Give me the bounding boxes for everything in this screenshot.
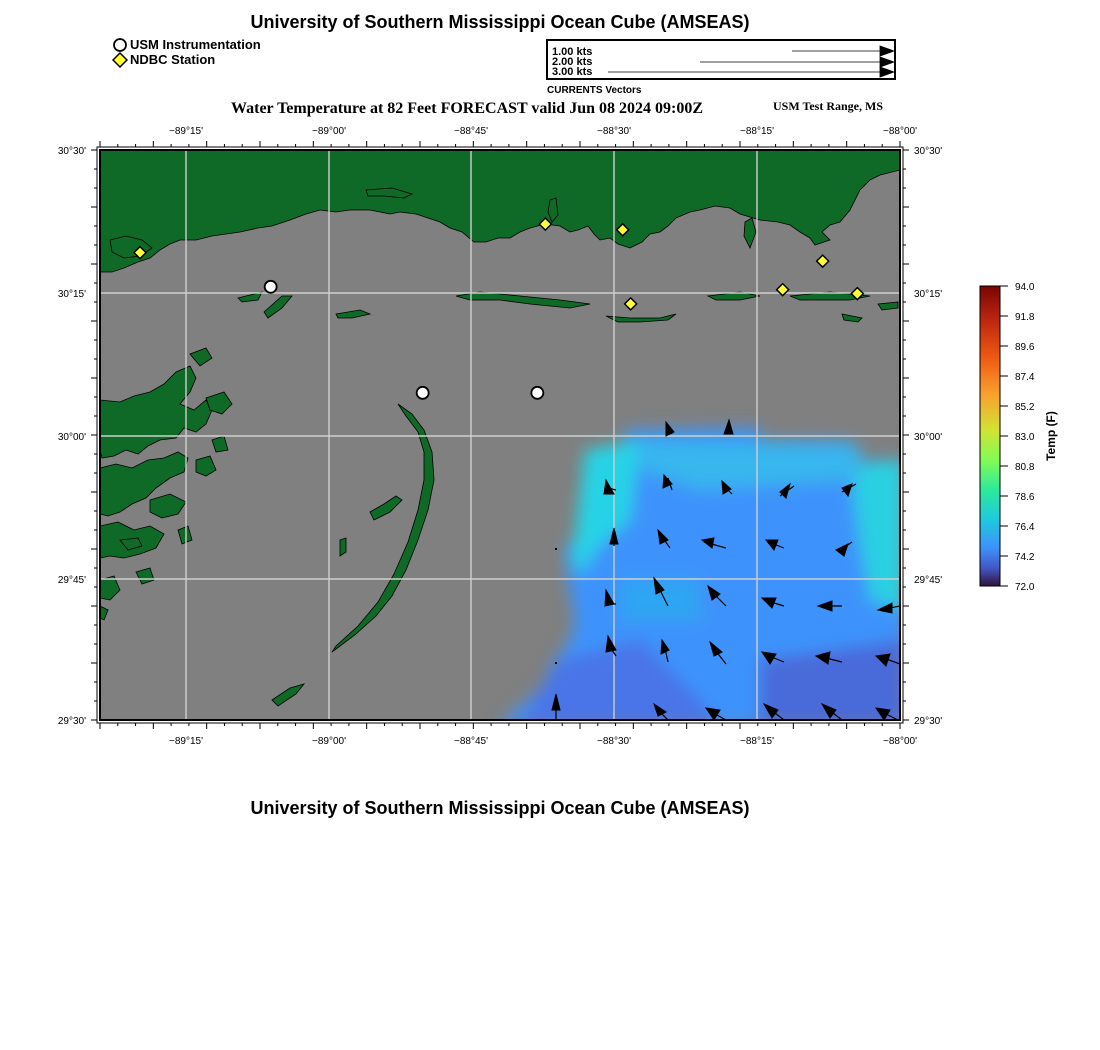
lat-label-left: 29°45': [57, 575, 86, 586]
vector-key-row-2-label: 2.00 kts: [552, 56, 593, 68]
colorbar-tick-label: 80.8: [1015, 462, 1035, 473]
lat-label-right: 30°00': [914, 432, 943, 443]
lat-labels-left: [58, 146, 86, 727]
lon-label-bottom: −88°30': [597, 736, 631, 747]
lat-label-right: 30°30': [914, 146, 943, 157]
lon-label-top: −88°30': [597, 126, 631, 137]
ndbc-legend-label: NDBC Station: [130, 52, 216, 67]
lat-label-left: 30°15': [57, 289, 86, 300]
lon-label-bottom: −88°15': [740, 736, 774, 747]
page-title: University of Southern Mississippi Ocean Cube (AMSEAS): [250, 12, 750, 32]
lon-labels-top: [169, 126, 917, 137]
lon-label-bottom: −89°15': [169, 736, 203, 747]
colorbar-title: Temp (F): [1044, 411, 1058, 461]
usm-station-marker: [265, 281, 277, 293]
colorbar-tick-label: 76.4: [1015, 522, 1035, 533]
lon-label-bottom: −88°00': [883, 736, 917, 747]
colorbar-tick-label: 83.0: [1015, 432, 1035, 443]
vector-key-row-1-label: 1.00 kts: [552, 46, 593, 58]
colorbar-tick-label: 72.0: [1015, 582, 1035, 593]
lon-label-top: −89°15': [169, 126, 203, 137]
lon-labels-bottom: [169, 736, 917, 747]
lat-label-right: 29°30': [914, 716, 943, 727]
lon-label-top: −88°45': [454, 126, 488, 137]
lat-label-right: 29°45': [914, 575, 943, 586]
colorbar-tick-label: 94.0: [1015, 282, 1035, 293]
lon-label-bottom: −89°00': [312, 736, 346, 747]
map-subtitle: Water Temperature at 82 Feet FORECAST valid Jun 08 2024 09:00Z: [231, 100, 703, 117]
usm-station-marker: [531, 387, 543, 399]
colorbar: [980, 286, 1000, 586]
lon-label-top: −89°00': [312, 126, 346, 137]
colorbar-tick-label: 78.6: [1015, 492, 1035, 503]
vector-key-row-3-label: 3.00 kts: [552, 66, 593, 78]
lat-labels-right: [914, 146, 942, 727]
usm-station-marker: [417, 387, 429, 399]
lat-label-left: 30°00': [57, 432, 86, 443]
lon-label-bottom: −88°45': [454, 736, 488, 747]
lat-label-right: 30°15': [914, 289, 943, 300]
colorbar-tick-label: 85.2: [1015, 402, 1035, 413]
colorbar-labels: [1015, 282, 1035, 593]
vector-key-caption: CURRENTS Vectors: [547, 85, 642, 96]
colorbar-ticks: [1000, 286, 1008, 586]
lat-label-left: 30°30': [57, 146, 86, 157]
colorbar-tick-label: 74.2: [1015, 552, 1035, 563]
usm-legend-label: USM Instrumentation: [130, 37, 261, 52]
lon-label-top: −88°15': [740, 126, 774, 137]
lat-label-left: 29°30': [57, 716, 86, 727]
colorbar-tick-label: 91.8: [1015, 312, 1035, 323]
footer-title: University of Southern Mississippi Ocean Cube (AMSEAS): [250, 798, 750, 818]
region-label: USM Test Range, MS: [773, 99, 884, 113]
colorbar-tick-label: 89.6: [1015, 342, 1035, 353]
colorbar-tick-label: 87.4: [1015, 372, 1035, 383]
lon-label-top: −88°00': [883, 126, 917, 137]
